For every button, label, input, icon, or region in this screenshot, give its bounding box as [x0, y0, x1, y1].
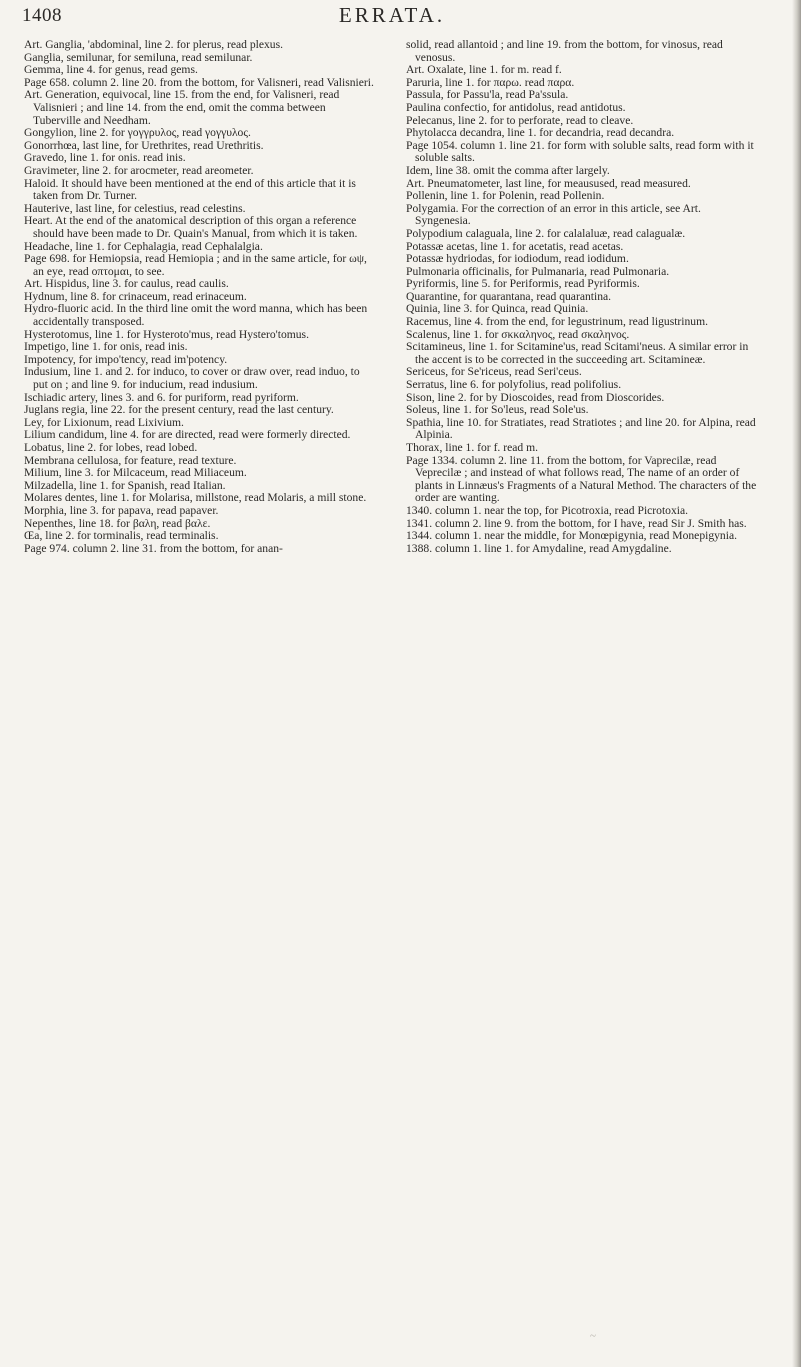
- errata-entry: Hysterotomus, line 1. for Hysteroto'mus, read Hystero'tomus.: [24, 327, 309, 341]
- errata-entry: Racemus, line 4. from the end, for legustrinum, read ligustrinum.: [406, 315, 709, 329]
- errata-entry: Gravedo, line 1. for onis. read inis.: [24, 151, 186, 165]
- errata-entry: Serratus, line 6. for polyfolius, read polifolius.: [406, 378, 622, 392]
- errata-entry: Thorax, line 1. for f. read m.: [406, 441, 538, 454]
- errata-entry: Passula, for Passu'la, read Pa'ssula.: [406, 88, 569, 102]
- errata-entry: Impotency, for impo'tency, read im'potency.: [24, 352, 228, 366]
- errata-entry: Hydnum, line 8. for crinaceum, read erinaceum.: [24, 289, 247, 303]
- right-column: [406, 39, 758, 555]
- errata-entry: Pulmonaria officinalis, for Pulmanaria, read Pulmonaria.: [406, 264, 670, 278]
- errata-entry: Potassæ hydriodas, for iodiodum, read iodidum.: [406, 252, 629, 266]
- errata-entry: Page 658. column 2. line 20. from the bottom, for Valisneri, read Valisnieri.: [24, 75, 374, 89]
- errata-entry: Membrana cellulosa, for feature, read texture.: [24, 453, 237, 467]
- errata-entry: Haloid. It should have been mentioned at the end of this article that it is taken from Dr. Turner.: [24, 176, 356, 203]
- errata-entry: Ley, for Lixionum, read Lixivium.: [24, 415, 184, 429]
- errata-entry: Lobatus, line 2. for lobes, read lobed.: [24, 441, 198, 454]
- errata-entry: Molares dentes, line 1. for Molarisa, millstone, read Molaris, a mill stone.: [24, 491, 367, 505]
- errata-entry: Page 974. column 2. line 31. from the bottom, for anan-: [24, 541, 283, 555]
- running-title: ERRATA.: [338, 3, 446, 27]
- errata-entry: Impetigo, line 1. for onis, read inis.: [24, 340, 188, 354]
- errata-entry: Sericeus, for Se'riceus, read Seri'ceus.: [406, 365, 582, 379]
- errata-entry: Milzadella, line 1. for Spanish, read Italian.: [24, 478, 226, 492]
- errata-entry: 1344. column 1. near the middle, for Monœpigynia, read Monepigynia.: [406, 529, 737, 543]
- page-number: 1408: [22, 5, 62, 26]
- errata-entry: Art. Oxalate, line 1. for m. read f.: [406, 63, 562, 77]
- errata-entry: Page 1054. column 1. line 21. for form with soluble salts, read form with it soluble salts.: [406, 138, 754, 165]
- page-header: [22, 0, 762, 36]
- errata-entry: Scitamineus, line 1. for Scitamine'us, read Scitami'neus. A similar error in the accent is to be corrected in the succeeding art. Scitamineæ.: [406, 340, 749, 366]
- errata-entry: Nepenthes, line 18. for βαλη, read βαλε.: [24, 516, 211, 530]
- errata-entry: Pelecanus, line 2. for to perforate, read to cleave.: [406, 113, 634, 127]
- errata-entry: Idem, line 38. omit the comma after largely.: [406, 163, 610, 177]
- errata-entry: Gongylion, line 2. for γογγρυλος, read γογγυλος.: [24, 126, 251, 140]
- errata-entry: Morphia, line 3. for papava, read papaver.: [24, 503, 219, 517]
- errata-entry: solid, read allantoid ; and line 19. from the bottom, for vinosus, read venosus.: [406, 38, 723, 64]
- errata-entry: Paulina confectio, for antidolus, read antidotus.: [406, 100, 626, 114]
- errata-entry: Gemma, line 4. for genus, read gems.: [24, 63, 198, 77]
- errata-entry: Hauterive, last line, for celestius, read celestins.: [24, 201, 246, 215]
- errata-entry: Indusium, line 1. and 2. for induco, to cover or draw over, read induo, to put on ; and line 9. for inducium, read indusium.: [24, 365, 360, 392]
- errata-entry: 1388. column 1. line 1. for Amydaline, read Amygdaline.: [406, 541, 672, 555]
- errata-entry: Hydro-fluoric acid. In the third line omit the word manna, which has been accidentally transposed.: [24, 302, 368, 329]
- errata-entry: Paruria, line 1. for παρω. read παρα.: [406, 75, 575, 89]
- errata-entry: Pollenin, line 1. for Polenin, read Pollenin.: [406, 189, 605, 203]
- errata-entry: Pyriformis, line 5. for Periformis, read Pyriformis.: [406, 277, 640, 291]
- errata-entry: Polypodium calaguala, line 2. for calalaluæ, read calagualæ.: [406, 226, 686, 240]
- errata-entry: Page 1334. column 2. line 11. from the bottom, for Vaprecilæ, read Veprecilæ ; and instead of what follows read, The name of an order of plants in Linnæus's Fragments of a Natural Method. The characters of the order are wanting.: [406, 453, 757, 505]
- errata-entry: Heart. At the end of the anatomical description of this organ a reference should have been made to Dr. Quain's Manual, from which it is taken.: [24, 214, 358, 240]
- errata-entry: Œa, line 2. for torminalis, read terminalis.: [24, 529, 219, 543]
- errata-entry: Phytolacca decandra, line 1. for decandria, read decandra.: [406, 126, 675, 140]
- errata-entry: Gonorrhœa, last line, for Urethrites, read Urethritis.: [24, 138, 264, 152]
- errata-entry: Spathia, line 10. for Stratiates, read Stratiotes ; and line 20. for Alpina, read Alpinia.: [406, 415, 756, 442]
- errata-entry: Quarantine, for quarantana, read quarantina.: [406, 289, 612, 303]
- errata-entry: Polygamia. For the correction of an error in this article, see Art. Syngenesia.: [406, 201, 701, 228]
- errata-entry: Juglans regia, line 22. for the present century, read the last century.: [24, 403, 334, 417]
- errata-entry: Art. Ganglia, 'abdominal, line 2. for plerus, read plexus.: [24, 38, 284, 51]
- errata-entry: Ischiadic artery, lines 3. and 6. for puriform, read pyriform.: [24, 390, 299, 404]
- page-smudge: ~: [590, 1330, 596, 1342]
- errata-entry: 1341. column 2. line 9. from the bottom, for I have, read Sir J. Smith has.: [406, 516, 747, 530]
- errata-entry: Potassæ acetas, line 1. for acetatis, read acetas.: [406, 239, 624, 253]
- left-column: [24, 39, 376, 555]
- errata-entry: Quinia, line 3. for Quinca, read Quinia.: [406, 302, 589, 316]
- errata-entry: Soleus, line 1. for So'leus, read Sole'us.: [406, 403, 589, 417]
- book-edge: [792, 0, 801, 1367]
- errata-entry: Ganglia, semilunar, for semiluna, read semilunar.: [24, 50, 253, 64]
- errata-entry: Headache, line 1. for Cephalagia, read Cephalalgia.: [24, 239, 263, 253]
- errata-entry: Scalenus, line 1. for σκκαληνος, read σκαληνος.: [406, 327, 630, 341]
- errata-entry: Page 698. for Hemiopsia, read Hemiopia ; and in the same article, for ωψ, an eye, read οπτομαι, to see.: [24, 252, 367, 278]
- errata-entry: Art. Hispidus, line 3. for caulus, read caulis.: [24, 277, 229, 291]
- errata-entry: Art. Generation, equivocal, line 15. from the end, for Valisneri, read Valisnieri ; and line 14. from the end, omit the comma between Tuberville and Needham.: [24, 88, 340, 127]
- errata-entry: 1340. column 1. near the top, for Picotroxia, read Picrotoxia.: [406, 503, 689, 517]
- errata-entry: Milium, line 3. for Milcaceum, read Miliaceum.: [24, 466, 247, 480]
- errata-entry: Sison, line 2. for by Dioscoides, read from Dioscorides.: [406, 390, 665, 404]
- errata-entry: Gravimeter, line 2. for arocmeter, read areometer.: [24, 163, 254, 177]
- errata-entry: Lilium candidum, line 4. for are directed, read were formerly directed.: [24, 428, 351, 442]
- errata-entry: Art. Pneumatometer, last line, for meausused, read measured.: [406, 176, 691, 190]
